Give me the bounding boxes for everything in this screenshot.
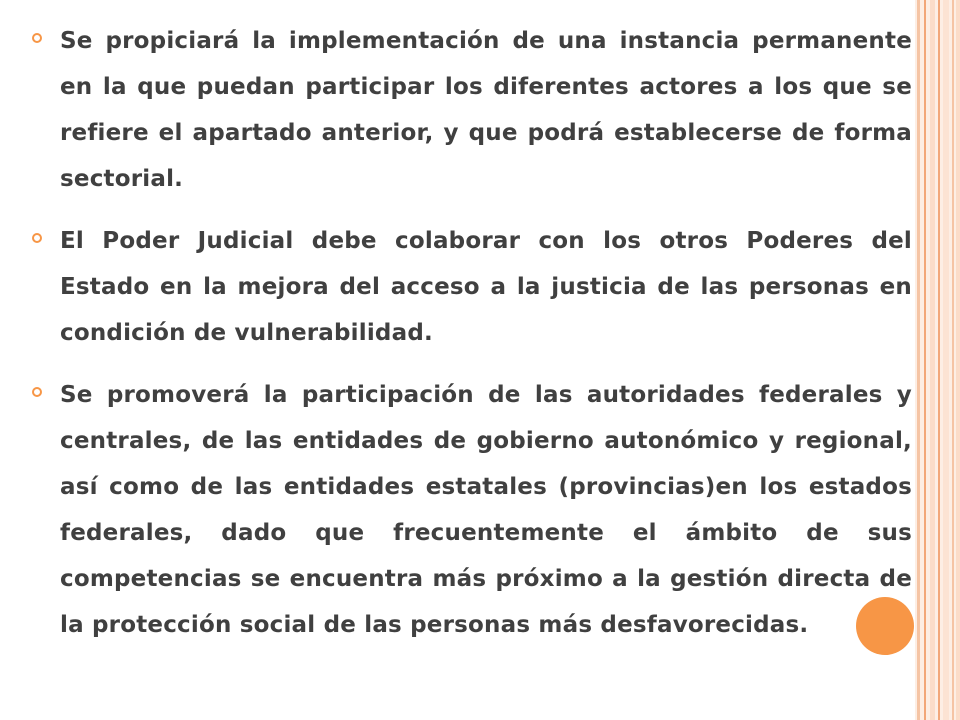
bullet-text: El Poder Judicial debe colaborar con los otros Poderes del Estado en la mejora del acceso a la justicia de las personas en condición de vulnerabilidad. [60, 228, 912, 346]
bullet-ring-icon [32, 233, 42, 243]
decorative-circle [856, 597, 914, 655]
bullet-ring-icon [32, 33, 42, 43]
bullet-text: Se propiciará la implementación de una instancia permanente en la que puedan participar los diferentes actores a los que se refiere el apartado anterior, y que podrá establecerse de forma sectorial. [60, 28, 912, 192]
list-item [28, 18, 912, 202]
bullet-text: Se promoverá la participación de las autoridades federales y centrales, de las entidades de gobierno autonómico y regional, así como de las entidades estatales (provincias)en los estados federales, dado que frecuentemente el ámbito de sus competencias se encuentra más próximo a la gestión directa de la protección social de las personas más desfavorecidas. [60, 382, 912, 638]
bullet-ring-icon [32, 387, 42, 397]
decorative-stripes [915, 0, 960, 720]
bullet-list [28, 18, 912, 664]
list-item [28, 218, 912, 356]
list-item [28, 372, 912, 648]
